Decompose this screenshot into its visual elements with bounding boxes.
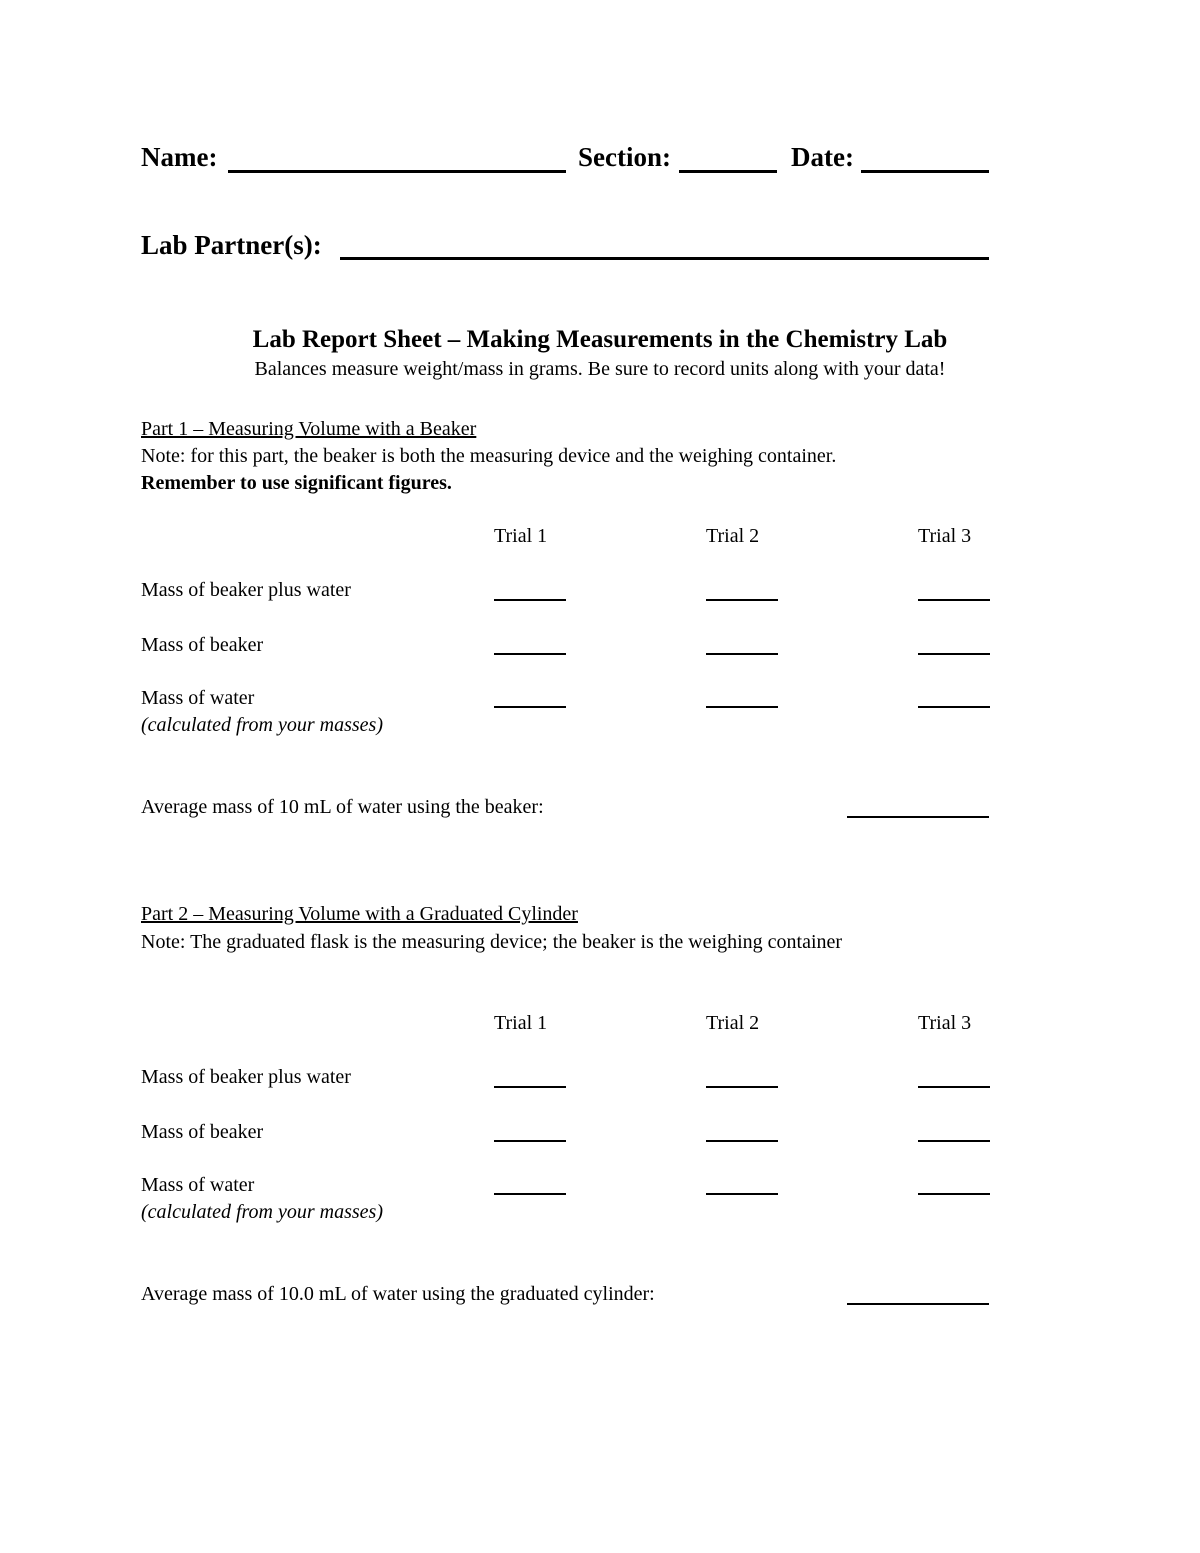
part1-row2-trial2-field[interactable] (706, 653, 778, 655)
page-subtitle: Balances measure weight/mass in grams. Be sure to record units along with your data! (254, 358, 946, 380)
part2-row2-trial2-field[interactable] (706, 1140, 778, 1142)
part2-average-field[interactable] (847, 1303, 989, 1305)
part1-average-field[interactable] (847, 816, 989, 818)
part1-row1-trial2-field[interactable] (706, 599, 778, 601)
part2-row1-trial2-field[interactable] (706, 1086, 778, 1088)
part2-trial-2-header: Trial 2 (706, 1012, 760, 1034)
part2-row3-trial3-field[interactable] (918, 1193, 990, 1195)
part1-trial-3-header: Trial 3 (918, 525, 972, 547)
part1-trial-1-header: Trial 1 (494, 525, 548, 547)
name-label: Name: (141, 142, 218, 172)
part2-heading: Part 2 – Measuring Volume with a Graduated Cylinder (141, 903, 578, 925)
part1-row2-trial3-field[interactable] (918, 653, 990, 655)
part1-row-label: Mass of beaker (141, 634, 264, 656)
part1-reminder: Remember to use significant figures. (141, 472, 452, 494)
part2-row2-trial1-field[interactable] (494, 1140, 566, 1142)
part2-row3-trial2-field[interactable] (706, 1193, 778, 1195)
lab-partners-label: Lab Partner(s): (141, 230, 322, 260)
part2-row1-trial3-field[interactable] (918, 1086, 990, 1088)
part1-row-label: Mass of beaker plus water (141, 579, 351, 601)
part2-row-label: Mass of water (141, 1174, 255, 1196)
part2-note: Note: The graduated flask is the measuring device; the beaker is the weighing container (141, 931, 843, 953)
part1-row1-trial3-field[interactable] (918, 599, 990, 601)
part1-row1-trial1-field[interactable] (494, 599, 566, 601)
part1-row-label: Mass of water (141, 687, 255, 709)
part2-trial-1-header: Trial 1 (494, 1012, 548, 1034)
part1-row2-trial1-field[interactable] (494, 653, 566, 655)
part2-row-label: Mass of beaker plus water (141, 1066, 351, 1088)
date-label: Date: (791, 142, 854, 172)
section-label: Section: (578, 142, 671, 172)
part2-row1-trial1-field[interactable] (494, 1086, 566, 1088)
part1-trial-2-header: Trial 2 (706, 525, 760, 547)
part1-row-sublabel: (calculated from your masses) (141, 714, 383, 736)
page-title: Lab Report Sheet – Making Measurements in the Chemistry Lab (252, 326, 948, 353)
part2-trial-3-header: Trial 3 (918, 1012, 972, 1034)
part2-row-sublabel: (calculated from your masses) (141, 1201, 383, 1223)
lab-partners-field[interactable] (340, 257, 989, 260)
part2-average-label: Average mass of 10.0 mL of water using the graduated cylinder: (141, 1283, 655, 1305)
name-field[interactable] (228, 170, 566, 173)
part2-row-label: Mass of beaker (141, 1121, 264, 1143)
part2-row2-trial3-field[interactable] (918, 1140, 990, 1142)
part1-note: Note: for this part, the beaker is both the measuring device and the weighing container. (141, 445, 837, 467)
part1-row3-trial1-field[interactable] (494, 706, 566, 708)
part1-row3-trial3-field[interactable] (918, 706, 990, 708)
part1-average-label: Average mass of 10 mL of water using the beaker: (141, 796, 544, 818)
date-field[interactable] (861, 170, 989, 173)
section-field[interactable] (679, 170, 777, 173)
part2-row3-trial1-field[interactable] (494, 1193, 566, 1195)
part1-heading: Part 1 – Measuring Volume with a Beaker (141, 418, 477, 440)
part1-row3-trial2-field[interactable] (706, 706, 778, 708)
